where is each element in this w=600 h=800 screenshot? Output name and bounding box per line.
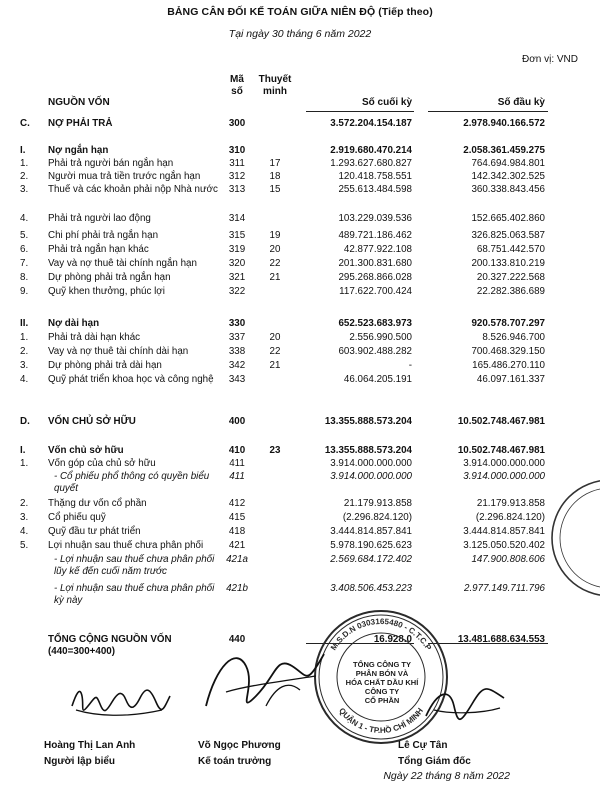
row-note: 18 — [269, 171, 281, 182]
header-end-balance: Số cuối kỳ — [361, 97, 412, 108]
row-number: 1. — [20, 332, 29, 343]
row-label: TỔNG CỘNG NGUỒN VỐN (440=300+400) — [48, 634, 172, 657]
row-begin-balance: 326.825.063.587 — [471, 230, 545, 241]
row-label: Phải trả người lao động — [48, 213, 151, 224]
row-code: 311 — [229, 158, 245, 169]
row-label: - Cổ phiếu phổ thông có quyền biểu quyết — [54, 471, 210, 494]
row-end-balance: 21.179.913.858 — [343, 498, 412, 509]
header-begin-balance: Số đầu kỳ — [497, 97, 545, 108]
row-end-balance: 255.613.484.598 — [338, 184, 412, 195]
row-label: - Lợi nhuận sau thuế chưa phân phối kỳ này — [54, 583, 215, 606]
row-end-balance: 3.914.000.000.000 — [330, 471, 412, 482]
currency-unit: Đơn vị: VND — [521, 54, 578, 65]
row-note: 15 — [269, 184, 281, 195]
row-label: Vốn chủ sở hữu — [48, 445, 124, 456]
row-begin-balance: 10.502.748.467.981 — [457, 445, 545, 456]
row-end-balance: 603.902.488.282 — [338, 346, 412, 357]
row-label: Phải trả dài hạn khác — [48, 332, 141, 343]
accountant-title: Kế toán trưởng — [198, 756, 272, 767]
row-number: 5. — [20, 540, 29, 551]
row-code: 342 — [228, 360, 246, 371]
row-begin-balance: 147.900.808.606 — [471, 554, 545, 565]
row-begin-balance: 68.751.442.570 — [476, 244, 545, 255]
row-code: 410 — [228, 445, 246, 456]
row-label: Nợ dài hạn — [48, 318, 100, 329]
row-number: C. — [20, 118, 30, 129]
row-code: 421a — [226, 554, 248, 565]
row-begin-balance: 20.327.222.568 — [476, 272, 545, 283]
row-code: 418 — [228, 526, 246, 537]
row-code: 300 — [228, 118, 246, 129]
row-code: 330 — [228, 318, 246, 329]
report-date: Tại ngày 30 tháng 6 năm 2022 — [228, 28, 372, 40]
row-begin-balance: 2.978.940.166.572 — [463, 118, 545, 129]
row-begin-balance: 920.578.707.297 — [471, 318, 545, 329]
row-code: 421 — [228, 540, 246, 551]
row-begin-balance: 21.179.913.858 — [476, 498, 545, 509]
row-code: 338 — [228, 346, 246, 357]
row-begin-balance: 700.468.329.150 — [471, 346, 545, 357]
row-end-balance: 2.569.684.172.402 — [330, 554, 412, 565]
director-name: Lê Cự Tân — [398, 740, 448, 751]
row-label: Thặng dư vốn cổ phần — [48, 498, 147, 509]
row-end-balance: 5.978.190.625.623 — [330, 540, 412, 551]
row-number: I. — [20, 145, 26, 156]
row-begin-balance: 165.486.270.110 — [472, 360, 545, 371]
row-end-balance: 2.919.680.470.214 — [330, 145, 412, 156]
underline-end — [306, 111, 414, 112]
underline-begin — [428, 111, 548, 112]
row-number: D. — [20, 416, 30, 427]
row-code: 321 — [228, 272, 246, 283]
row-number: 1. — [20, 458, 29, 469]
accountant-name: Võ Ngọc Phương — [198, 740, 281, 751]
row-begin-balance: 764.694.984.801 — [471, 158, 545, 169]
row-label: Quỹ đầu tư phát triển — [48, 526, 141, 537]
director-signature — [420, 680, 510, 728]
row-code: 400 — [228, 416, 246, 427]
row-end-balance: 103.229.039.536 — [338, 213, 412, 224]
row-begin-balance: 22.282.386.689 — [476, 286, 545, 297]
row-begin-balance: 13.481.688.634.553 — [457, 634, 545, 645]
row-number: I. — [20, 445, 26, 456]
row-label: Phải trả người bán ngắn hạn — [48, 158, 174, 169]
row-note: 22 — [269, 346, 281, 357]
row-label: Vốn góp của chủ sở hữu — [48, 458, 156, 469]
row-code: 313 — [228, 184, 246, 195]
row-code: 343 — [228, 374, 246, 385]
row-label: Vay và nợ thuê tài chính dài hạn — [48, 346, 189, 357]
row-note: 21 — [269, 272, 281, 283]
row-number: 3. — [20, 184, 29, 195]
row-number: 2. — [20, 171, 29, 182]
row-label: Vay và nợ thuê tài chính ngắn hạn — [48, 258, 197, 269]
row-number: II. — [20, 318, 29, 329]
row-number: 8. — [20, 272, 29, 283]
row-begin-balance: 2.977.149.711.796 — [464, 583, 545, 594]
signing-date: Ngày 22 tháng 8 năm 2022 — [383, 770, 510, 782]
row-end-balance: 13.355.888.573.204 — [324, 445, 412, 456]
row-note: 21 — [269, 360, 281, 371]
row-end-balance: 3.444.814.857.841 — [330, 526, 412, 537]
row-end-balance: 46.064.205.191 — [343, 374, 412, 385]
row-label: Thuế và các khoản phải nộp Nhà nước — [48, 184, 218, 195]
row-label: Lợi nhuận sau thuế chưa phân phối — [48, 540, 204, 551]
row-number: 2. — [20, 346, 29, 357]
row-begin-balance: (2.296.824.120) — [475, 512, 545, 523]
row-code: 337 — [228, 332, 246, 343]
row-begin-balance: 3.125.050.520.402 — [463, 540, 545, 551]
row-code: 320 — [228, 258, 246, 269]
row-note: 20 — [269, 244, 281, 255]
row-end-balance: 201.300.831.680 — [338, 258, 412, 269]
row-number: 1. — [20, 158, 29, 169]
row-label: Người mua trả tiền trước ngắn hạn — [48, 171, 201, 182]
row-note: 19 — [269, 230, 281, 241]
row-number: 5. — [20, 230, 29, 241]
director-title: Tổng Giám đốc — [398, 756, 471, 767]
row-code: 310 — [228, 145, 246, 156]
row-code: 319 — [228, 244, 246, 255]
row-code: 440 — [228, 634, 246, 645]
row-begin-balance: 3.914.000.000.000 — [463, 471, 545, 482]
row-note: 17 — [269, 158, 281, 169]
row-code: 411 — [229, 458, 245, 469]
row-end-balance: 120.418.758.551 — [338, 171, 412, 182]
row-end-balance: 2.556.990.500 — [349, 332, 412, 343]
row-label: Quỹ khen thưởng, phúc lợi — [48, 286, 165, 297]
row-note: 23 — [269, 445, 281, 456]
row-end-balance: 16.928.0 — [373, 634, 412, 645]
row-end-balance: - — [408, 360, 412, 371]
preparer-title: Người lập biểu — [44, 756, 116, 767]
row-code: 314 — [228, 213, 246, 224]
row-begin-balance: 152.665.402.860 — [471, 213, 545, 224]
accountant-signature — [196, 636, 336, 726]
row-note: 20 — [269, 332, 281, 343]
row-begin-balance: 10.502.748.467.981 — [457, 416, 545, 427]
row-end-balance: 489.721.186.462 — [338, 230, 412, 241]
row-code: 421b — [226, 583, 248, 594]
row-note: 22 — [269, 258, 281, 269]
row-label: Dự phòng phải trả ngắn hạn — [48, 272, 171, 283]
row-number: 2. — [20, 498, 29, 509]
row-code: 412 — [228, 498, 246, 509]
row-label: Phải trả ngắn hạn khác — [48, 244, 149, 255]
row-end-balance: 13.355.888.573.204 — [324, 416, 412, 427]
row-begin-balance: 2.058.361.459.275 — [463, 145, 545, 156]
row-number: 6. — [20, 244, 29, 255]
row-code: 312 — [228, 171, 246, 182]
row-number: 4. — [20, 526, 29, 537]
row-number: 9. — [20, 286, 29, 297]
row-number: 3. — [20, 512, 29, 523]
row-begin-balance: 360.338.843.456 — [471, 184, 545, 195]
row-label: Quỹ phát triển khoa học và công nghệ — [48, 374, 214, 385]
stamp-inner-text: TỔNG CÔNG TY PHÂN BÓN VÀ HÓA CHẤT DẦU KHÍ CÔNG TY CỔ PHẦN — [345, 660, 419, 705]
row-begin-balance: 200.133.810.219 — [471, 258, 545, 269]
row-number: 4. — [20, 374, 29, 385]
preparer-name: Hoàng Thị Lan Anh — [44, 740, 136, 751]
preparer-signature — [66, 676, 176, 726]
row-number: 7. — [20, 258, 29, 269]
row-code: 322 — [228, 286, 246, 297]
row-end-balance: 652.523.683.973 — [338, 318, 412, 329]
row-code: 411 — [229, 471, 245, 482]
row-code: 415 — [228, 512, 246, 523]
row-label: VỐN CHỦ SỞ HỮU — [48, 416, 136, 427]
row-label: Cổ phiếu quỹ — [48, 512, 106, 523]
row-begin-balance: 142.342.302.525 — [471, 171, 545, 182]
row-label: Chi phí phải trả ngắn hạn — [48, 230, 159, 241]
row-end-balance: (2.296.824.120) — [342, 512, 412, 523]
document-title: BẢNG CÂN ĐỐI KẾ TOÁN GIỮA NIÊN ĐỘ (Tiếp theo) — [167, 6, 433, 18]
row-end-balance: 3.408.506.453.223 — [330, 583, 412, 594]
row-end-balance: 1.293.627.680.827 — [330, 158, 412, 169]
stamp-ring-bottom: QUẬN 1 - TP.HỒ CHÍ MINH — [337, 706, 425, 736]
row-end-balance: 42.877.922.108 — [343, 244, 412, 255]
row-end-balance: 3.572.204.154.187 — [330, 118, 412, 129]
row-begin-balance: 8.526.946.700 — [482, 332, 545, 343]
row-begin-balance: 46.097.161.337 — [476, 374, 545, 385]
row-begin-balance: 3.914.000.000.000 — [463, 458, 545, 469]
row-label: Dự phòng phải trả dài hạn — [48, 360, 162, 371]
row-code: 315 — [228, 230, 246, 241]
partial-seal-mark — [548, 468, 600, 608]
row-end-balance: 295.268.866.028 — [338, 272, 412, 283]
stamp-ring-top: M.S.D.N 0303165480 - C.T.C.P — [328, 616, 434, 652]
header-note: Thuyết minh — [258, 74, 292, 97]
row-number: 4. — [20, 213, 29, 224]
row-end-balance: 117.622.700.424 — [339, 286, 412, 297]
row-label: Nợ ngắn hạn — [48, 145, 109, 156]
header-source: NGUỒN VỐN — [48, 97, 110, 108]
row-end-balance: 3.914.000.000.000 — [330, 458, 412, 469]
row-number: 3. — [20, 360, 29, 371]
row-label: NỢ PHẢI TRẢ — [48, 118, 113, 129]
row-label: - Lợi nhuận sau thuế chưa phân phối lũy kế đến cuối năm trước — [54, 554, 215, 577]
header-code: Mã số — [230, 74, 244, 97]
row-begin-balance: 3.444.814.857.841 — [463, 526, 545, 537]
